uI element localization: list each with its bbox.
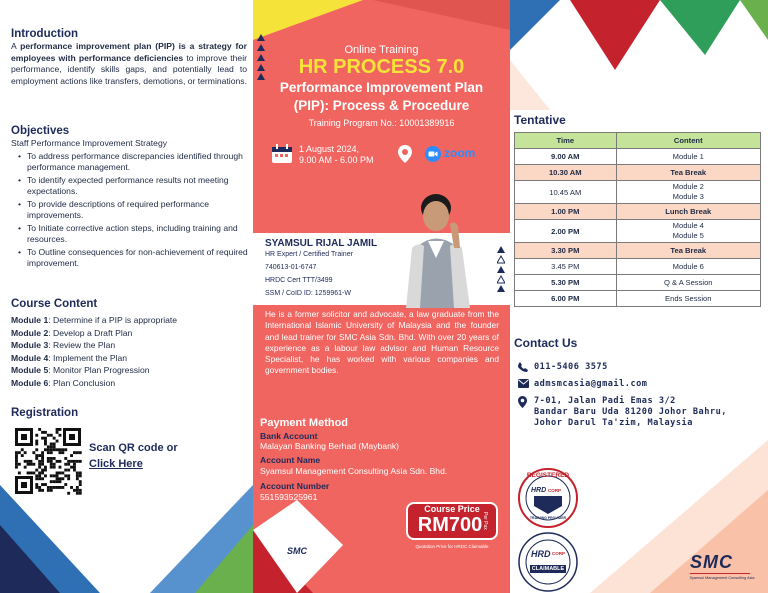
event-time: 9.00 AM - 6.00 PM <box>299 155 374 165</box>
time-cell: 6.00 PM <box>515 291 617 307</box>
time-cell: 1.00 PM <box>515 204 617 220</box>
time-cell: 9.00 AM <box>515 149 617 165</box>
module-row: Module 3: Review the Plan <box>11 340 116 351</box>
time-cell: 10.30 AM <box>515 165 617 181</box>
module-row: Module 4: Implement the Plan <box>11 352 128 363</box>
intro-text: A performance improvement plan (PIP) is a strategy for employees with performance deficiencies to improve their performance, identify skills gaps, and potentially lead to employment actions like transfers, demotions, or terminations. <box>11 41 247 86</box>
content-cell: Q & A Session <box>616 275 760 291</box>
module-row: Module 6: Plan Conclusion <box>11 377 116 388</box>
objectives-heading: Objectives <box>11 125 70 137</box>
registered-bottom-text: TRAINING PROVIDER <box>529 516 567 520</box>
table-row <box>515 220 761 243</box>
program-subtitle-2: (PIP): Process & Procedure <box>293 98 470 113</box>
trainer-role: HR Expert / Certified Trainer <box>265 251 353 258</box>
registration-heading: Registration <box>11 407 79 419</box>
time-column-header: Time <box>515 133 617 149</box>
trainer-bio: He is a former solicitor and advocate, a law graduate from the International Islamic University of Malaysia and the founder and lead trainer for SMC Asia Sdn. Bhd. With over 20 years of experience as a labour law advisor and Human Resource Specialist, he has worked with various companies and government bodies. <box>265 309 499 376</box>
corp-text-2: CORP <box>552 551 566 556</box>
time-cell: 2.00 PM <box>515 220 617 243</box>
trainer-ssm: SSM / CoID ID: 1259961-W <box>265 290 351 297</box>
content-cell: Module 2 Module 3 <box>616 181 760 204</box>
time-cell: 3.30 PM <box>515 243 617 259</box>
bank-value: Malayan Banking Berhad (Maybank) <box>260 441 400 451</box>
click-here-link[interactable]: Click Here <box>89 458 143 470</box>
program-number: Training Program No.: 10001389916 <box>308 118 455 128</box>
content-cell: Tea Break <box>616 243 760 259</box>
course-price-amount: RM700 <box>417 514 483 536</box>
location-icon <box>518 396 527 408</box>
content-cell: Tea Break <box>616 165 760 181</box>
account-name-label: Account Name <box>260 455 321 465</box>
account-number-label: Account Number <box>260 481 330 491</box>
trainer-name: SYAMSUL RIJAL JAMIL <box>265 238 378 249</box>
module-list <box>11 314 177 390</box>
table-row <box>515 291 761 307</box>
objectives-list <box>27 151 253 271</box>
corp-text: CORP <box>548 488 562 493</box>
content-cell: Module 4 Module 5 <box>616 220 760 243</box>
objective-item: • To address performance discrepancies identified through performance management. <box>27 151 253 173</box>
table-row <box>515 204 761 220</box>
module-row: Module 2: Develop a Draft Plan <box>11 327 133 338</box>
email-icon <box>518 379 529 388</box>
phone-number[interactable]: 011-5406 3575 <box>534 362 608 372</box>
bottom-left-decoration <box>253 500 403 593</box>
address-line-2: Bandar Baru Uda 81200 Johor Bahru, <box>534 407 727 417</box>
hrd-claimable-badge <box>518 532 578 592</box>
table-row <box>515 149 761 165</box>
smc-logo-bar <box>690 573 750 574</box>
online-training-label: Online Training <box>344 44 419 56</box>
intro-heading: Introduction <box>11 28 79 40</box>
content-cell: Module 1 <box>616 149 760 165</box>
time-cell: 10.45 AM <box>515 181 617 204</box>
content-column-header: Content <box>616 133 760 149</box>
scan-qr-text: Scan QR code or <box>89 442 178 454</box>
address-line-1: 7-01, Jalan Padi Emas 3/2 <box>534 396 676 406</box>
content-cell: Ends Session <box>616 291 760 307</box>
account-number-value: 551593525961 <box>260 492 318 502</box>
address-line-3: Johor Darul Ta'zim, Malaysia <box>534 418 693 428</box>
program-subtitle-1: Performance Improvement Plan <box>279 80 484 95</box>
time-cell: 3.45 PM <box>515 259 617 275</box>
tentative-heading: Tentative <box>514 113 566 127</box>
zoom-icon <box>425 146 441 162</box>
right-panel <box>510 0 768 593</box>
smc-mid-logo: SMC <box>287 546 307 556</box>
bank-label: Bank Account <box>260 431 318 441</box>
hrd-text-2: HRD <box>531 549 551 559</box>
trainer-hrdc: HRDC Cert TTT/3499 <box>265 277 333 284</box>
time-cell: 5.30 PM <box>515 275 617 291</box>
module-row: Module 1: Determine if a PIP is appropriate <box>11 315 178 325</box>
left-panel <box>0 0 253 593</box>
zoom-label: zoom <box>444 146 476 160</box>
content-cell: Module 6 <box>616 259 760 275</box>
table-row <box>515 243 761 259</box>
objective-item: • To Initiate corrective action steps, including training and resources. <box>27 223 253 245</box>
hrd-text: HRD <box>531 487 547 494</box>
course-price-label: Course Price <box>424 504 480 514</box>
payment-heading: Payment Method <box>260 417 349 429</box>
account-name-value: Syamsul Management Consulting Asia Sdn. Bhd. <box>260 466 448 476</box>
trainer-photo <box>398 186 478 308</box>
objective-item: • To identify expected performance results not meeting expectations. <box>27 175 253 197</box>
smc-company-name: Syamsul Management Consulting Asia <box>689 576 755 580</box>
middle-panel <box>253 0 510 593</box>
smc-logo: SMC <box>690 552 733 572</box>
top-right-decoration <box>510 0 768 110</box>
table-row <box>515 275 761 291</box>
claimable-text: CLAIMABLE <box>531 566 565 572</box>
content-cell: Lunch Break <box>616 204 760 220</box>
table-row <box>515 181 761 204</box>
table-row <box>515 165 761 181</box>
event-date: 1 August 2024, <box>299 144 360 154</box>
objective-item: • To provide descriptions of required performance improvements. <box>27 199 253 221</box>
price-per-pax: Per Pax <box>482 512 488 530</box>
triangle-markers-side <box>497 246 505 292</box>
program-title: HR PROCESS 7.0 <box>298 56 465 78</box>
course-content-heading: Course Content <box>11 298 98 310</box>
contact-heading: Contact Us <box>514 336 578 350</box>
table-header-row <box>515 133 761 149</box>
objectives-subtitle: Staff Performance Improvement Strategy <box>11 138 168 148</box>
table-row <box>515 259 761 275</box>
price-note: Quotation Price for HRDC Claimable <box>415 544 489 549</box>
tentative-table <box>514 132 761 307</box>
location-pin-icon <box>398 145 412 163</box>
trainer-ic: 740613-01-6747 <box>265 264 317 271</box>
left-corner-decoration <box>0 485 253 593</box>
calendar-icon <box>271 144 293 164</box>
registered-top-text: REGISTERED <box>526 472 570 479</box>
email-address[interactable]: admsmcasia@gmail.com <box>534 379 648 389</box>
module-row: Module 5: Monitor Plan Progression <box>11 365 150 376</box>
phone-icon <box>518 362 528 372</box>
objective-item: • To Outline consequences for non-achievement of required improvement. <box>27 247 253 269</box>
